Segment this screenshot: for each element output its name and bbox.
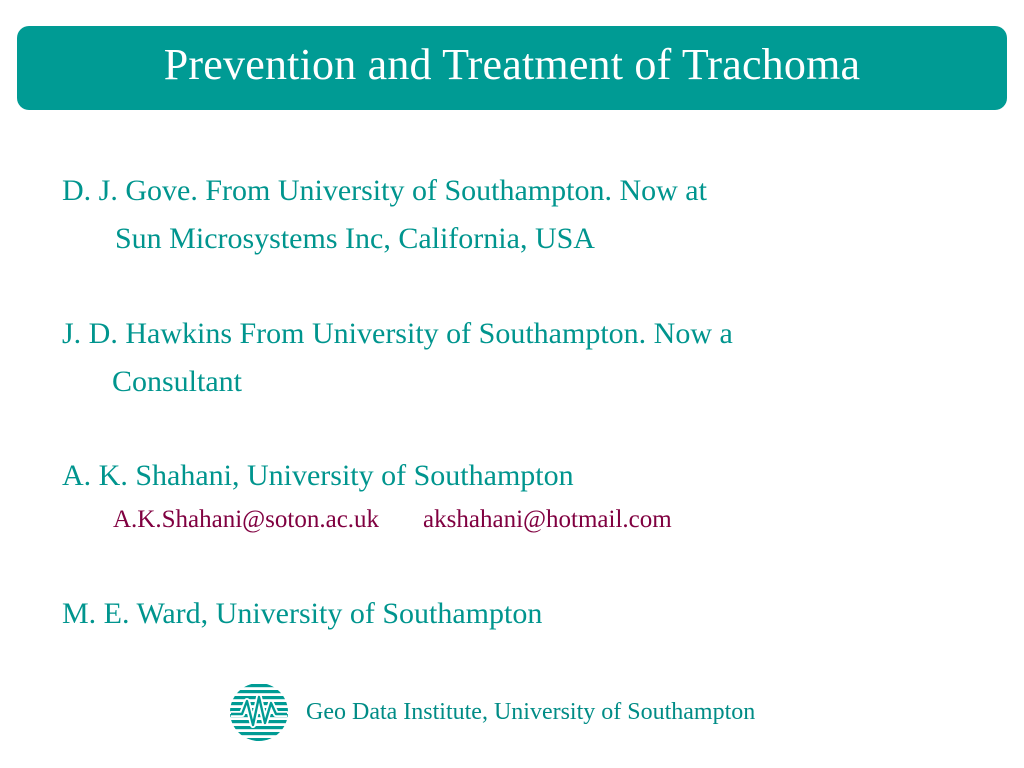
footer-institute-text: Geo Data Institute, University of Southampton <box>306 698 756 725</box>
author-shahani <box>62 452 574 500</box>
slide-title: Prevention and Treatment of Trachoma <box>163 40 861 89</box>
author-gove-line2: Sun Microsystems Inc, California, USA <box>115 222 595 255</box>
title-bar <box>17 26 1007 110</box>
footer <box>228 680 755 744</box>
email-soton[interactable]: A.K.Shahani@soton.ac.uk <box>113 506 380 533</box>
author-hawkins <box>62 310 733 406</box>
email-list <box>113 503 672 537</box>
geo-data-institute-logo-icon <box>228 681 290 743</box>
author-hawkins-line2: Consultant <box>112 365 243 398</box>
author-shahani-line1: A. K. Shahani, University of Southampton <box>62 459 574 492</box>
author-ward-line1: M. E. Ward, University of Southampton <box>62 597 543 630</box>
author-hawkins-line1: J. D. Hawkins From University of Southampton. Now a <box>62 317 733 350</box>
author-ward <box>62 590 542 638</box>
author-gove-line1: D. J. Gove. From University of Southampton. Now at <box>62 174 707 207</box>
author-gove <box>62 167 707 263</box>
email-hotmail[interactable]: akshahani@hotmail.com <box>423 506 672 533</box>
